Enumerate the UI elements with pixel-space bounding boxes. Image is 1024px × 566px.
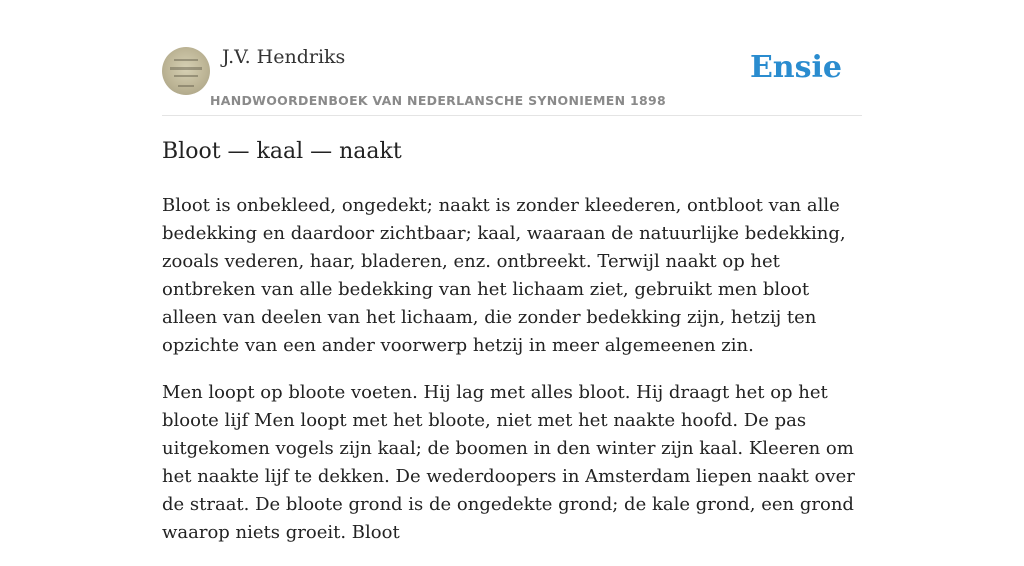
- cover-line: [178, 85, 194, 87]
- entry-paragraph: Men loopt op bloote voeten. Hij lag met alles bloot. Hij draagt het op het bloote lijf Men loopt met het bloote, niet met het naakte hoofd. De pas uitgekomen vogels zijn kaal; de boomen in den winter zijn kaal. Kleeren om het naakte lijf te dekken. De wederdoopers in Amsterdam liepen naakt over de straat. De bloote grond is de ongedekte grond; de kale grond, een grond waarop niets groeit. Bloot: [162, 382, 855, 543]
- entry-title: Bloot — kaal — naakt: [162, 139, 402, 164]
- cover-line: [170, 67, 202, 70]
- entry-header: [162, 0, 862, 116]
- cover-line: [174, 75, 198, 77]
- author-name[interactable]: J.V. Hendriks: [222, 46, 346, 68]
- page-container: [162, 0, 862, 543]
- source-book-title[interactable]: HANDWOORDENBOEK VAN NEDERLANSCHE SYNONIEMEN 1898: [210, 93, 667, 108]
- cover-line: [174, 59, 198, 61]
- entry-body: [162, 192, 862, 566]
- entry-paragraph: Bloot is onbekleed, ongedekt; naakt is zonder kleederen, ontbloot van alle bedekking en daardoor zichtbaar; kaal, waaraan de natuurlijke bedekking, zooals vederen, haar, bladeren, enz. ontbreekt. Terwijl naakt op het ontbreken van alle bedekking van het lichaam ziet, gebruikt men bloot alleen van deelen van het lichaam, die zonder bedekking zijn, hetzij ten opzichte van een ander voorwerp hetzij in meer algemeenen zin.: [162, 195, 846, 356]
- source-book-cover-avatar[interactable]: [162, 47, 210, 95]
- ensie-logo[interactable]: Ensie: [749, 50, 842, 85]
